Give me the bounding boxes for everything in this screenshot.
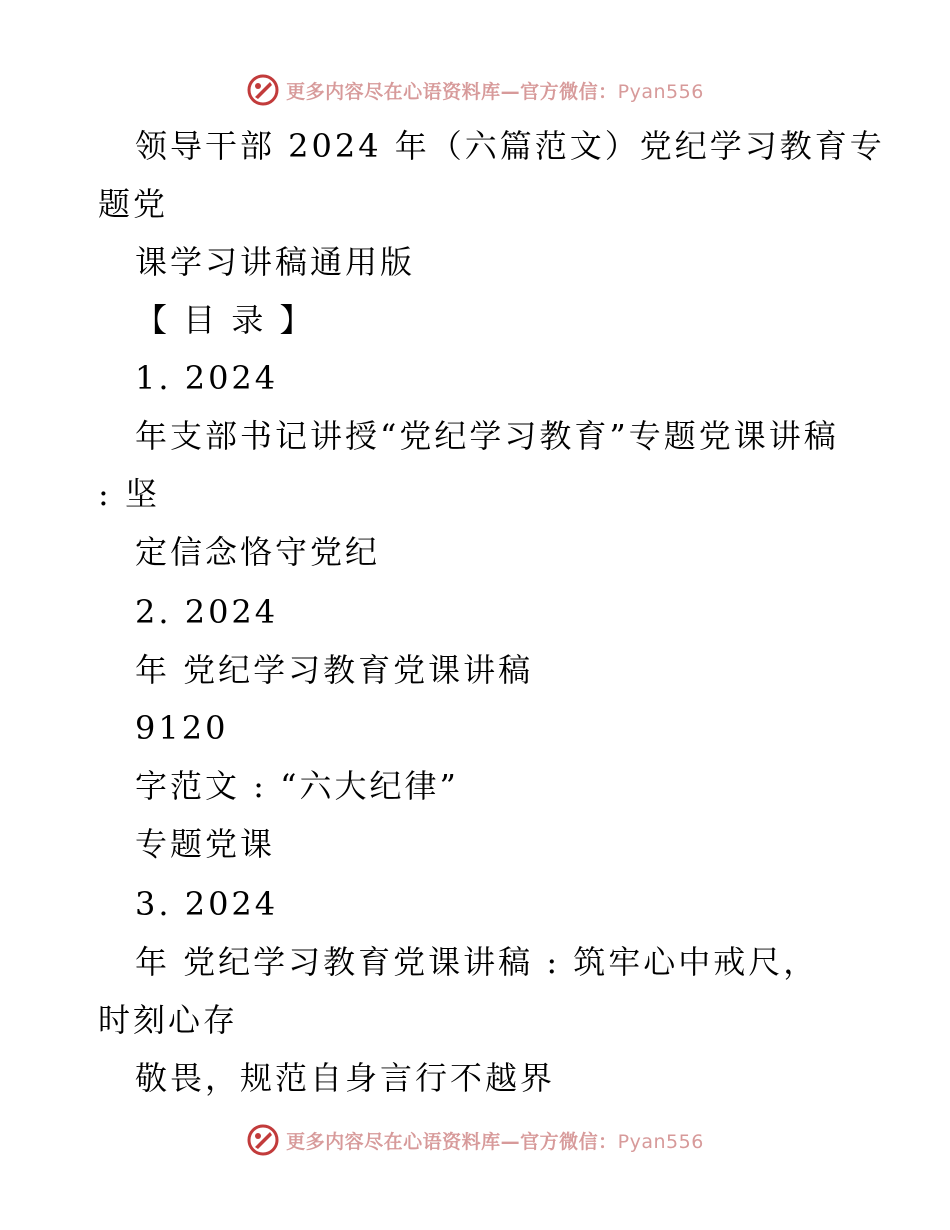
header-watermark [0, 70, 950, 110]
title-line-2: 题党 [98, 185, 169, 223]
watermark-text: 更多内容尽在心语资料库—官方微信：Pyan556 [286, 1130, 704, 1153]
watermark-text: 更多内容尽在心语资料库—官方微信：Pyan556 [286, 80, 704, 103]
toc-item-2-number: 2. 2024 [135, 593, 279, 631]
toc-item-1-number: 1. 2024 [135, 359, 279, 397]
toc-item-1-line-3: 定信念恪守党纪 [135, 533, 381, 571]
toc-item-3-line-1: 年 党纪学习教育党课讲稿 : 筑牢心中戒尺， [135, 943, 819, 981]
title-line-3: 课学习讲稿通用版 [135, 243, 416, 281]
quill-seal-logo-icon [246, 73, 280, 107]
toc-item-2-line-3: 字范文 : “六大纪律” [135, 767, 459, 805]
title-line-1: 领导干部 2024 年（六篇范文）党纪学习教育专 [135, 127, 885, 165]
quill-seal-logo-icon [246, 1123, 280, 1157]
toc-item-2-line-1: 年 党纪学习教育党课讲稿 [135, 651, 534, 689]
toc-heading: 【 目 录 】 [135, 301, 315, 339]
toc-item-2-line-4: 专题党课 [135, 825, 276, 863]
toc-item-3-number: 3. 2024 [135, 885, 279, 923]
footer-watermark [0, 1120, 950, 1160]
toc-item-1-line-1: 年支部书记讲授“党纪学习教育”专题党课讲稿 [135, 417, 839, 455]
toc-item-3-line-2: 时刻心存 [98, 1001, 239, 1039]
toc-item-1-line-2: : 坚 [98, 475, 160, 513]
toc-item-2-line-2: 9120 [135, 709, 229, 747]
toc-item-3-line-3: 敬畏，规范自身言行不越界 [135, 1059, 556, 1097]
